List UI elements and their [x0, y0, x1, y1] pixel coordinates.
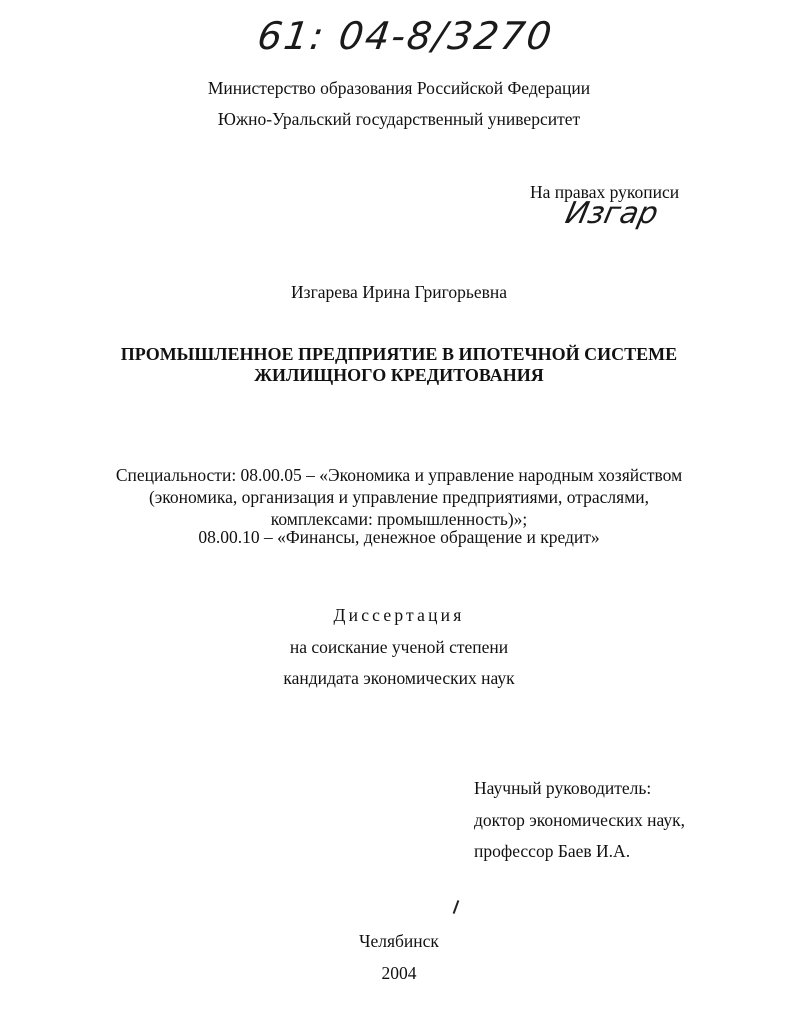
city: Челябинск — [359, 931, 439, 951]
author-name: Изгарева Ирина Григорьевна — [291, 282, 507, 302]
supervisor-label: Научный руководитель: — [474, 778, 652, 798]
work-type: Диссертация — [333, 605, 465, 625]
pencil-mark — [453, 900, 460, 914]
work-degree: кандидата экономических наук — [283, 668, 515, 688]
specialty-line-2: (экономика, организация и управление предприятиями, отраслями, — [148, 487, 650, 507]
supervisor-name: профессор Баев И.А. — [474, 841, 631, 861]
year: 2004 — [381, 963, 417, 983]
manuscript-rights-label: На правах рукописи — [530, 182, 680, 202]
university-line: Южно-Уральский государственный университет — [217, 109, 581, 129]
handwritten-catalog-stamp: 61: 04-8/3270 — [254, 14, 557, 58]
specialty-line-3: комплексами: промышленность)»; — [270, 509, 528, 529]
supervisor-degree: доктор экономических наук, — [474, 810, 685, 830]
ministry-line: Министерство образования Российской Федерации — [207, 78, 591, 98]
specialty-line-4: 08.00.10 – «Финансы, денежное обращение и кредит» — [198, 527, 600, 547]
author-signature: Изгар — [562, 196, 662, 231]
thesis-title-line-2: ЖИЛИЩНОГО КРЕДИТОВАНИЯ — [254, 365, 544, 385]
thesis-title-line-1: ПРОМЫШЛЕННОЕ ПРЕДПРИЯТИЕ В ИПОТЕЧНОЙ СИСТЕМЕ — [120, 344, 678, 364]
work-purpose: на соискание ученой степени — [289, 637, 509, 657]
specialty-line-1: Специальности: 08.00.05 – «Экономика и управление народным хозяйством — [115, 465, 683, 485]
